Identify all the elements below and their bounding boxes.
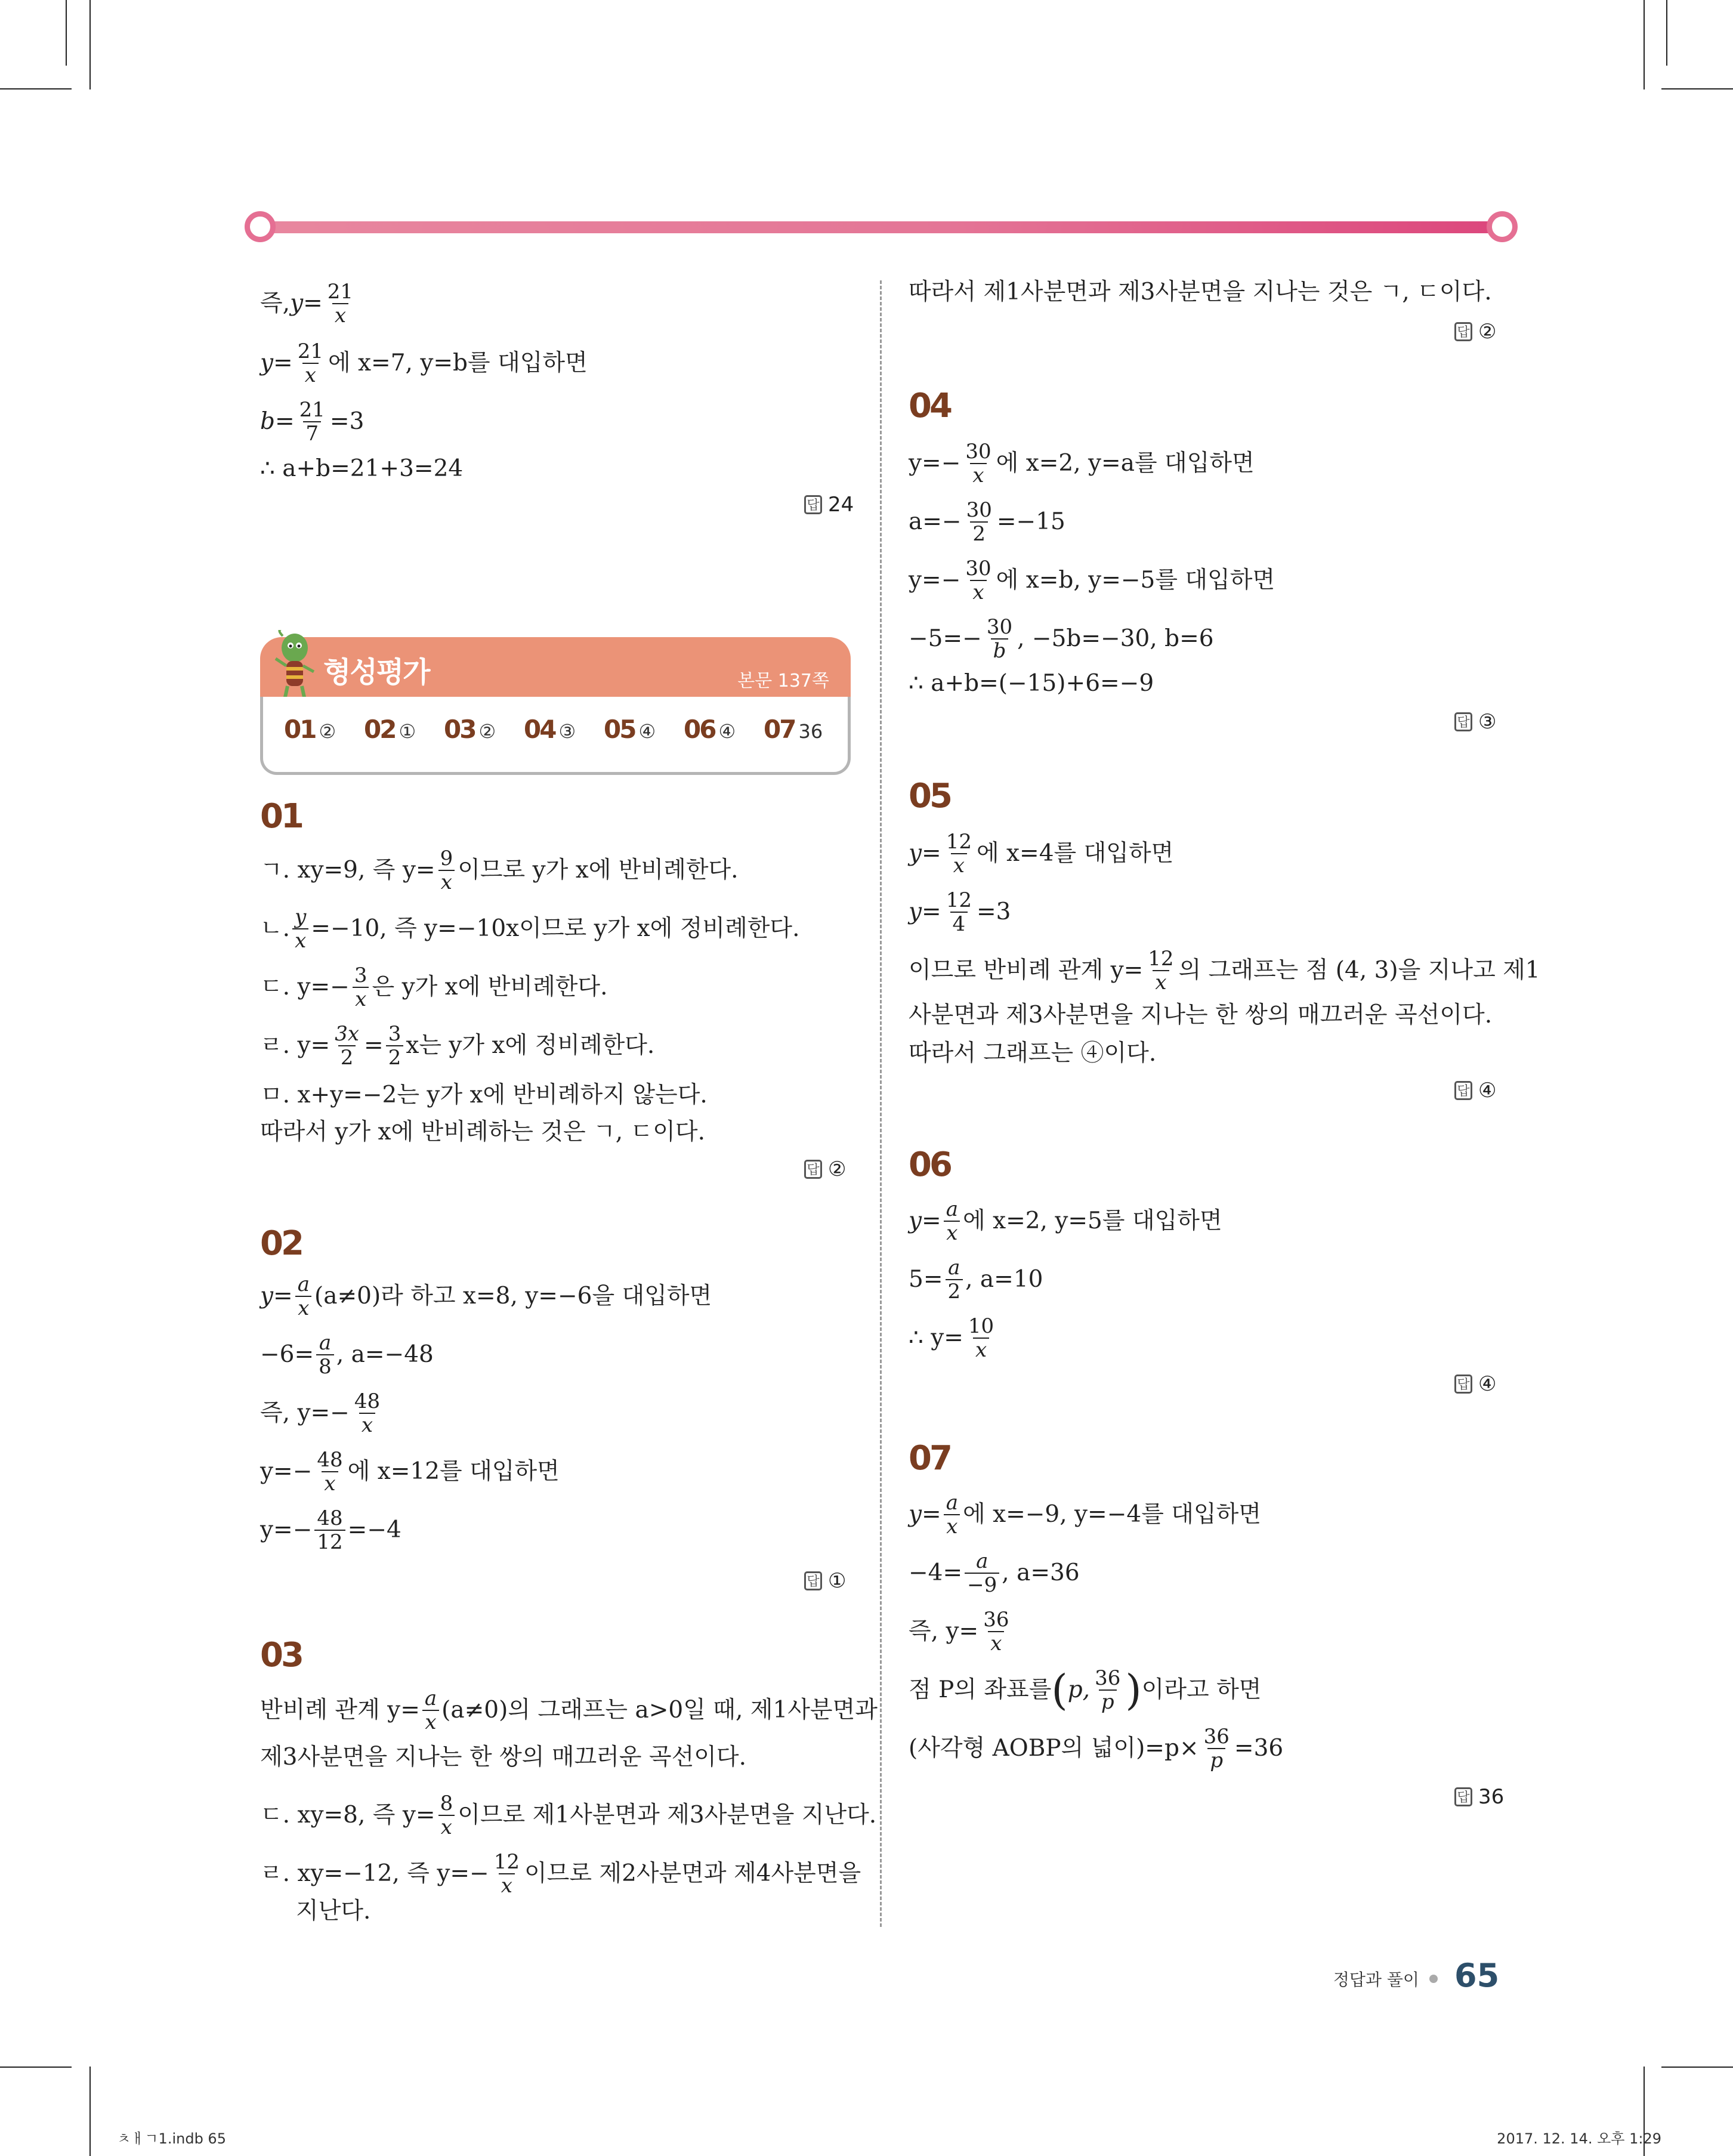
crop-mark [1661,88,1733,89]
answer-icon: 답 [1454,712,1472,731]
fraction: $\frac{a}{8}$ [316,1332,334,1378]
solution-line: b= $\frac{21}{7}$ =3 [260,398,364,446]
solution-line: ㅁ. x+y=−2는 y가 x에 반비례하지 않는다. [260,1082,708,1108]
problem-heading: 02 [260,1224,302,1263]
problem-heading: 04 [909,387,950,425]
fraction: $\frac{3}{x}$ [352,964,370,1011]
crop-mark [1661,2067,1733,2068]
solution-line: −5=− $\frac{30}{b}$ , −5b=−30, b=6 [909,615,1214,663]
fraction: $\frac{30}{x}$ [965,557,991,604]
answer: 답 24 [804,493,854,517]
problem-heading: 01 [260,797,302,836]
solution-line: ∴ y= $\frac{10}{x}$ [909,1315,999,1361]
evaluation-title: 형성평가 [323,656,430,689]
solution-line: 점 P의 좌표를 ( p, $\frac{36}{p}$ ) 이라고 하면 [909,1666,1262,1715]
solution-line: ㄹ. xy=−12, 즉 y=− $\frac{12}{x}$ 이므로 제2사분면과 제4사분면을 [260,1850,861,1898]
solution-line: 사분면과 제3사분면을 지나는 한 쌍의 매끄러운 곡선이다. [909,1002,1493,1028]
print-slug-right: 2017. 12. 14. 오후 1:29 [1497,2130,1661,2147]
solution-line: (사각형 AOBP의 넓이)=p× $\frac{36}{p}$ =36 [909,1725,1284,1772]
fraction: $\frac{36}{p}$ [1095,1666,1121,1714]
answer-icon: 답 [804,1571,822,1590]
solution-line: ㄱ. xy=9, 즉 y= $\frac{9}{x}$ 이므로 y가 x에 반비례한다. [260,847,739,894]
solution-line: −4= $\frac{a}{-9}$ , a=36 [909,1549,1080,1597]
solution-line: y= $\frac{a}{x}$ 에 x=2, y=5를 대입하면 [909,1197,1222,1245]
solution-line: ㄷ. xy=8, 즉 y= $\frac{8}{x}$ 이므로 제1사분면과 제3사분면을 지난다. [260,1791,877,1839]
answer-icon: 답 [1454,322,1472,341]
fraction: $\frac{a}{x}$ [944,1198,960,1244]
header-bar-cap [245,211,276,242]
answer: 답 ③ [1454,710,1496,734]
evaluation-item: 03 ② [444,715,496,744]
evaluation-item: 05 ④ [604,715,656,744]
fraction: $\frac{a}{x}$ [422,1687,439,1734]
evaluation-item: 06 ④ [684,715,736,744]
evaluation-answers [284,715,844,744]
solution-line: ㄴ. $\frac{y}{x}$ =−10, 즉 y=−10x이므로 y가 x에 정비례한다. [260,905,800,953]
column-divider [880,280,882,1927]
fraction: $\frac{30}{x}$ [965,440,991,487]
solution-line: y= $\frac{12}{4}$ =3 [909,888,1011,936]
solution-line: y= $\frac{a}{x}$ 에 x=−9, y=−4를 대입하면 [909,1491,1261,1539]
crop-mark [89,0,91,89]
answer: 답 ② [804,1157,846,1181]
solution-line: 즉, y= $\frac{21}{x}$ [260,280,358,327]
solution-line: 제3사분면을 지나는 한 쌍의 매끄러운 곡선이다. [260,1744,747,1771]
problem-heading: 03 [260,1636,302,1675]
solution-line: y= $\frac{12}{x}$ 에 x=4를 대입하면 [909,830,1174,878]
solution-line: 이므로 반비례 관계 y= $\frac{12}{x}$ 의 그래프는 점 (4, 3)을 지나고 제1 [909,947,1540,994]
fraction: $\frac{36}{x}$ [983,1608,1009,1655]
fraction: $\frac{21}{x}$ [297,339,323,387]
solution-line: 5= $\frac{a}{2}$ , a=10 [909,1256,1043,1304]
evaluation-item: 01 ② [284,715,336,744]
evaluation-item: 07 36 [764,715,823,744]
crop-mark [89,2067,91,2156]
solution-line: y= $\frac{a}{x}$ (a≠0)라 하고 x=8, y=−6을 대입하면 [260,1272,712,1320]
answer: 답 ④ [1454,1372,1496,1396]
answer: 답 ④ [1454,1079,1496,1102]
solution-line: y=− $\frac{30}{x}$ 에 x=2, y=a를 대입하면 [909,440,1255,487]
solution-line: 따라서 y가 x에 반비례하는 것은 ㄱ, ㄷ이다. [260,1119,705,1145]
solution-line: a=− $\frac{30}{2}$ =−15 [909,498,1065,546]
solution-line: 즉, y=− $\frac{48}{x}$ [260,1390,385,1437]
answer-icon: 답 [1454,1374,1472,1394]
solution-line: ㄹ. y= $\frac{3x}{2}$ = $\frac{3}{2}$ x는 y가 x에 정비례한다. [260,1022,655,1070]
evaluation-item: 04 ③ [524,715,576,744]
solution-line: ㄷ. y=− $\frac{3}{x}$ 은 y가 x에 반비례한다. [260,963,608,1011]
solution-line: 즉, y= $\frac{36}{x}$ [909,1608,1014,1655]
problem-heading: 05 [909,777,950,816]
solution-line: −6= $\frac{a}{8}$ , a=−48 [260,1331,434,1379]
fraction: $\frac{21}{x}$ [327,280,354,328]
page-number: 65 [1454,1957,1500,1994]
fraction: $\frac{12}{x}$ [493,1850,520,1898]
fraction: $\frac{a}{x}$ [295,1273,312,1320]
fraction: $\frac{y}{x}$ [292,906,308,952]
answer: 답 ② [1454,320,1496,344]
fraction: $\frac{3}{2}$ [386,1023,404,1069]
header-bar-cap [1487,211,1518,242]
fraction: $\frac{48}{x}$ [317,1448,343,1496]
crop-mark [0,2067,72,2068]
evaluation-item: 02 ① [364,715,416,744]
solution-line: ∴ a+b=(−15)+6=−9 [909,670,1154,697]
footer-dot [1429,1975,1438,1983]
fraction: $\frac{3x}{2}$ [335,1022,359,1070]
fraction: $\frac{a}{x}$ [944,1491,960,1538]
solution-line: 반비례 관계 y= $\frac{a}{x}$ (a≠0)의 그래프는 a>0일 때, 제1사분면과 [260,1687,878,1734]
solution-line: y=− $\frac{48}{12}$ =−4 [260,1506,401,1554]
fraction: $\frac{10}{x}$ [968,1314,994,1362]
answer-icon: 답 [804,1160,822,1179]
mascot-icon [271,630,319,708]
evaluation-page-ref: 본문 137쪽 [737,671,829,691]
fraction: $\frac{30}{2}$ [966,498,992,546]
crop-mark [1666,0,1667,66]
fraction: $\frac{12}{4}$ [946,888,972,936]
solution-line: y= $\frac{21}{x}$ 에 x=7, y=b를 대입하면 [260,339,588,387]
answer-icon: 답 [1454,1787,1472,1806]
evaluation-box [260,637,851,778]
print-slug-left: ㅊㅐㄱ1.indb 65 [117,2130,226,2147]
fraction: $\frac{48}{x}$ [354,1389,381,1437]
crop-mark [0,88,72,89]
answer-icon: 답 [804,495,822,514]
fraction: $\frac{48}{12}$ [314,1507,345,1553]
solution-line: y=− $\frac{30}{x}$ 에 x=b, y=−5를 대입하면 [909,557,1275,604]
solution-line: 지난다. [296,1898,371,1925]
fraction: $\frac{12}{x}$ [946,830,972,878]
problem-heading: 06 [909,1145,950,1184]
answer: 답 ① [804,1569,846,1593]
solution-line: 따라서 제1사분면과 제3사분면을 지나는 것은 ㄱ, ㄷ이다. [909,279,1492,305]
fraction: $\frac{36}{p}$ [1203,1725,1230,1772]
solution-line: 따라서 그래프는 ④이다. [909,1040,1157,1067]
problem-heading: 07 [909,1439,950,1478]
footer-label: 정답과 풀이 [1333,1970,1419,1990]
answer: 답 36 [1454,1785,1504,1809]
fraction: $\frac{a}{2}$ [946,1256,963,1303]
header-bar [255,221,1510,233]
crop-mark [66,0,67,66]
fraction: $\frac{30}{b}$ [986,615,1013,663]
fraction: $\frac{8}{x}$ [438,1792,456,1839]
answer-icon: 답 [1454,1081,1472,1100]
solution-line: y=− $\frac{48}{x}$ 에 x=12를 대입하면 [260,1448,560,1496]
fraction: $\frac{21}{7}$ [299,398,325,446]
fraction: $\frac{a}{-9}$ [965,1550,999,1596]
fraction: $\frac{12}{x}$ [1148,947,1174,994]
fraction: $\frac{9}{x}$ [438,847,456,894]
solution-line: ∴ a+b=21+3=24 [260,455,464,482]
crop-mark [1644,0,1645,89]
